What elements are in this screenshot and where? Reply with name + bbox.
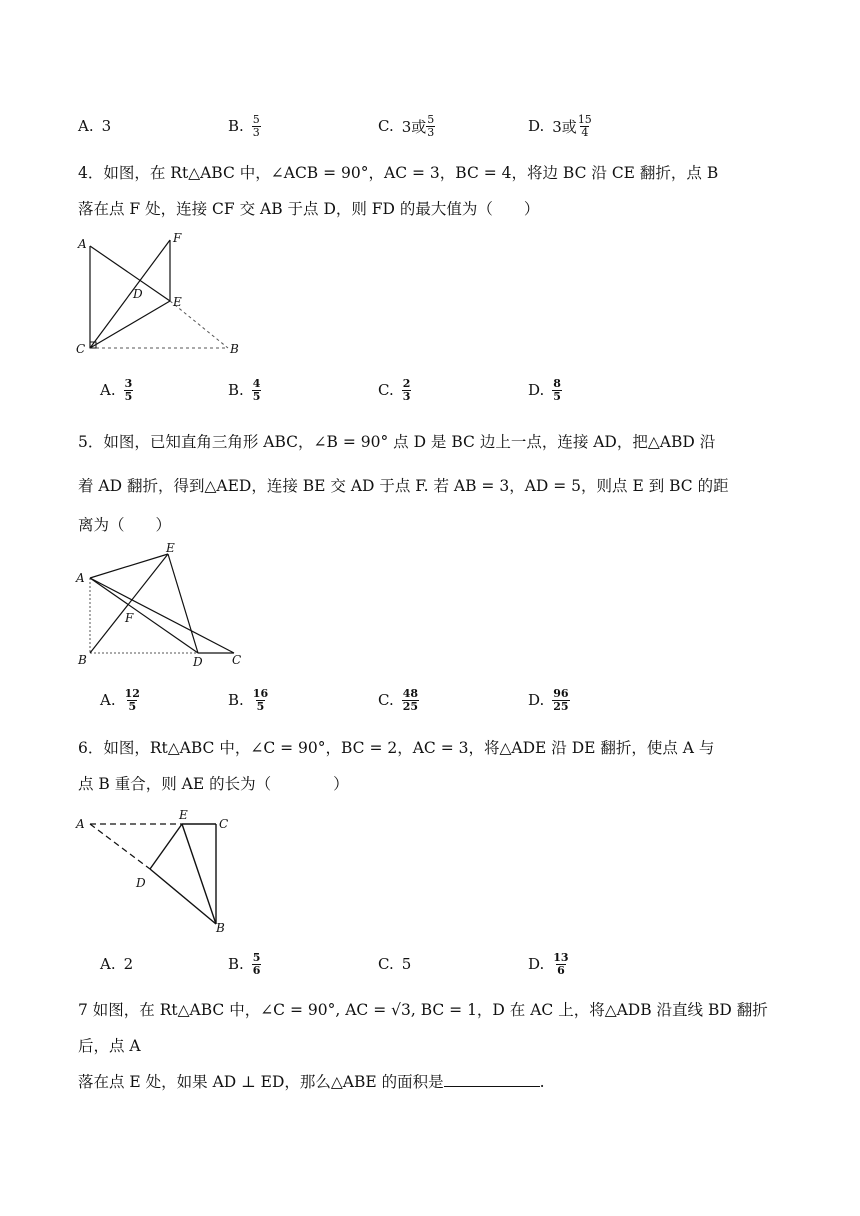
segment-cf — [90, 240, 170, 348]
q5-stem — [78, 420, 784, 542]
fraction — [402, 378, 412, 402]
label-f: F — [173, 231, 182, 245]
q4-option-d[interactable] — [528, 370, 562, 410]
label-d: D — [136, 876, 146, 890]
numerator: 5 — [252, 112, 260, 126]
fraction — [552, 688, 569, 712]
denominator: 5 — [553, 389, 561, 403]
option-letter: C. — [378, 381, 394, 399]
denominator: 3 — [402, 389, 411, 403]
answer-blank[interactable] — [444, 1068, 540, 1087]
q5-option-a[interactable] — [100, 680, 141, 720]
label-b: B — [216, 921, 225, 935]
denominator: 5 — [128, 699, 137, 713]
q6-stem — [78, 730, 784, 802]
q6-option-d[interactable] — [528, 944, 570, 984]
q6-option-c[interactable] — [378, 944, 411, 984]
q7-line-2-end: . — [539, 1073, 545, 1091]
q4-line-1: 4．如图，在 Rt△ABC 中，∠ACB = 90°，AC = 3，BC = 4，将边 BC 沿 CE 翻折，点 B — [78, 164, 719, 182]
option-letter: C. — [378, 955, 394, 973]
q4-option-c[interactable] — [378, 370, 411, 410]
q6-figure — [70, 806, 240, 936]
denominator: 25 — [402, 699, 419, 713]
q4-option-a[interactable] — [100, 370, 133, 410]
denominator: 6 — [252, 963, 261, 977]
q7-line-2-text: 落在点 E 处，如果 AD ⊥ ED，那么△ABE 的面积是 — [78, 1073, 444, 1091]
option-letter: A. — [100, 381, 116, 399]
label-a: A — [78, 237, 87, 251]
fraction — [426, 114, 435, 138]
option-letter: B. — [228, 691, 244, 709]
numerator: 15 — [577, 112, 592, 126]
fraction — [402, 688, 419, 712]
q5-line-1: 5．如图，已知直角三角形 ABC，∠B = 90° 点 D 是 BC 边上一点，连接 AD，把△ABD 沿 — [78, 433, 716, 451]
q6-option-b[interactable] — [228, 944, 261, 984]
label-c: C — [76, 342, 86, 356]
fraction — [577, 114, 593, 138]
q5-option-b[interactable] — [228, 680, 269, 720]
numerator: 4 — [252, 376, 261, 390]
option-letter: D. — [528, 381, 545, 399]
numerator: 8 — [553, 376, 561, 390]
numerator: 48 — [402, 686, 419, 700]
fraction — [252, 378, 262, 402]
denominator: 5 — [124, 389, 133, 403]
option-letter: D. — [528, 691, 545, 709]
label-b: B — [78, 653, 87, 667]
q6-line-2: 点 B 重合，则 AE 的长为（ ） — [78, 775, 349, 793]
q7-line-1: 7 如图，在 Rt△ABC 中，∠C = 90°, AC = √3, BC = 1，D 在 AC 上，将△ADB 沿直线 BD 翻折后，点 A — [78, 1001, 768, 1055]
denominator: 4 — [581, 125, 589, 139]
segment-be — [90, 554, 168, 653]
fraction — [124, 378, 134, 402]
q3-options — [78, 106, 798, 146]
q5-line-3: 离为（ ） — [78, 516, 172, 534]
option-letter: A. — [100, 955, 116, 973]
numerator: 12 — [124, 686, 140, 700]
q4-option-b[interactable] — [228, 370, 261, 410]
label-b: B — [230, 342, 239, 356]
numerator: 2 — [402, 376, 411, 390]
denominator: 6 — [557, 963, 565, 977]
q6-option-a[interactable] — [100, 944, 133, 984]
q4-stem — [78, 155, 784, 227]
q4-figure — [70, 228, 250, 360]
label-e: E — [179, 808, 188, 822]
fraction — [552, 378, 562, 402]
q7-stem — [78, 992, 784, 1100]
option-letter: C. — [378, 117, 394, 135]
fraction — [252, 688, 269, 712]
q5-figure — [70, 540, 250, 670]
q5-option-d[interactable] — [528, 680, 570, 720]
option-letter: B. — [228, 955, 244, 973]
fraction — [252, 952, 262, 976]
q5-option-c[interactable] — [378, 680, 419, 720]
denominator: 5 — [256, 699, 265, 713]
option-letter: C. — [378, 691, 394, 709]
label-d: D — [193, 655, 203, 669]
fraction — [252, 114, 261, 138]
segment-ae — [90, 554, 168, 578]
numerator: 3 — [124, 376, 133, 390]
q4-options — [78, 370, 798, 410]
q3-option-c[interactable] — [378, 106, 435, 146]
q5-options — [78, 680, 798, 720]
option-letter: B. — [228, 117, 244, 135]
q6-options — [78, 944, 798, 984]
option-letter: D. — [528, 117, 545, 135]
option-prefix: 3或 — [552, 117, 577, 136]
option-letter: D. — [528, 955, 545, 973]
label-d: D — [133, 287, 143, 301]
segment-ad — [90, 578, 198, 653]
numerator: 16 — [252, 686, 269, 700]
segment-ae — [90, 246, 170, 301]
option-value: 3 — [101, 117, 112, 135]
segment-de — [150, 824, 182, 869]
label-e: E — [166, 541, 175, 555]
label-a: A — [76, 571, 85, 585]
option-letter: A. — [100, 691, 116, 709]
q5-line-2: 着 AD 翻折，得到△AED，连接 BE 交 AD 于点 F. 若 AB = 3，AD = 5，则点 E 到 BC 的距 — [78, 477, 729, 495]
q3-option-a[interactable] — [78, 106, 111, 146]
label-c: C — [219, 817, 229, 831]
denominator: 3 — [427, 125, 435, 139]
numerator: 5 — [252, 950, 261, 964]
segment-ac — [90, 578, 234, 653]
option-value: 5 — [401, 955, 412, 973]
numerator: 13 — [553, 950, 569, 964]
q6-line-1: 6．如图，Rt△ABC 中，∠C = 90°，BC = 2，AC = 3，将△ADE 沿 DE 翻折，使点 A 与 — [78, 739, 715, 757]
fraction — [552, 952, 569, 976]
segment-ed — [168, 554, 198, 653]
denominator: 3 — [252, 125, 260, 139]
q3-option-d[interactable] — [528, 106, 593, 146]
option-prefix: 3或 — [401, 117, 427, 136]
option-letter: A. — [78, 117, 94, 135]
label-f: F — [125, 611, 134, 625]
numerator: 5 — [427, 112, 435, 126]
denominator: 25 — [553, 699, 569, 713]
option-letter: B. — [228, 381, 244, 399]
segment-ad-dashed — [90, 824, 150, 869]
denominator: 5 — [252, 389, 261, 403]
label-e: E — [173, 295, 182, 309]
fraction — [124, 688, 141, 712]
q4-line-2: 落在点 F 处，连接 CF 交 AB 于点 D，则 FD 的最大值为（ ） — [78, 200, 540, 218]
label-a: A — [76, 817, 85, 831]
option-value: 2 — [123, 955, 134, 973]
numerator: 96 — [553, 686, 569, 700]
q3-option-b[interactable] — [228, 106, 261, 146]
segment-ce — [90, 301, 170, 348]
label-c: C — [232, 653, 242, 667]
q7-line-2 — [78, 1064, 784, 1100]
